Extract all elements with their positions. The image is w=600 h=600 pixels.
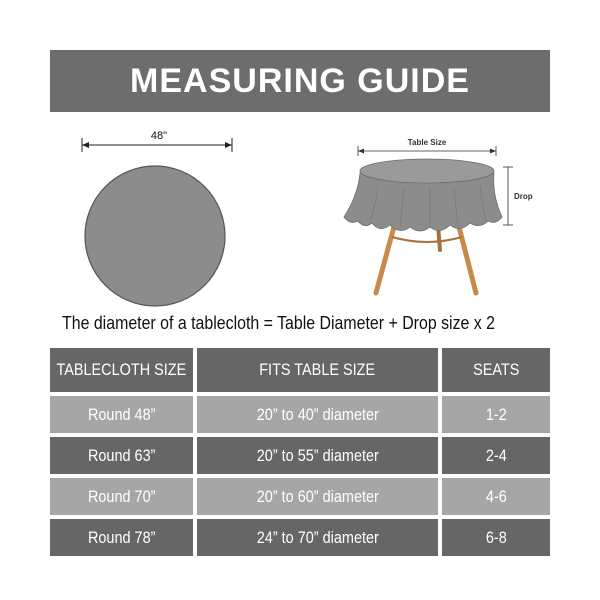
round-cloth-circle	[85, 166, 225, 306]
table-size-label: Table Size	[407, 138, 447, 147]
header-seats: SEATS	[442, 348, 550, 392]
table-row	[50, 437, 550, 474]
cell-seats: 1-2	[442, 396, 550, 433]
table-cloth-svg	[330, 125, 540, 300]
cell-seats: 4-6	[442, 478, 550, 515]
round-tablecloth-svg	[70, 125, 250, 310]
round-tablecloth-diagram	[70, 125, 250, 310]
table-row	[50, 396, 550, 433]
formula-text: The diameter of a tablecloth = Table Diameter + Drop size x 2	[62, 312, 496, 333]
table-arrow-left-icon	[358, 149, 364, 154]
table-leg-left	[376, 223, 395, 293]
drop-label: Drop	[514, 192, 533, 201]
cell-fits: 24” to 70” diameter	[197, 519, 438, 556]
table-header-row	[50, 348, 550, 392]
table-with-cloth-diagram	[330, 125, 540, 300]
size-table	[50, 348, 550, 560]
cell-size: Round 48”	[50, 396, 193, 433]
arrow-right-icon	[225, 142, 232, 148]
arrow-left-icon	[82, 142, 89, 148]
table-leg-brace	[392, 237, 462, 242]
cell-seats: 2-4	[442, 437, 550, 474]
table-row	[50, 478, 550, 515]
cell-seats: 6-8	[442, 519, 550, 556]
table-arrow-right-icon	[490, 149, 496, 154]
cell-size: Round 78”	[50, 519, 193, 556]
cell-size: Round 63”	[50, 437, 193, 474]
cell-size: Round 70”	[50, 478, 193, 515]
cell-fits: 20” to 40” diameter	[197, 396, 438, 433]
cell-fits: 20” to 55” diameter	[197, 437, 438, 474]
page-title: MEASURING GUIDE	[130, 61, 470, 100]
tablecloth-top	[360, 159, 494, 183]
cell-fits: 20” to 60” diameter	[197, 478, 438, 515]
header-tablecloth-size: TABLECLOTH SIZE	[50, 348, 193, 392]
page-title-banner	[50, 50, 550, 112]
table-leg-right	[458, 223, 476, 293]
header-fits-table-size: FITS TABLE SIZE	[197, 348, 438, 392]
round-size-label: 48"	[150, 130, 168, 142]
table-row	[50, 519, 550, 556]
